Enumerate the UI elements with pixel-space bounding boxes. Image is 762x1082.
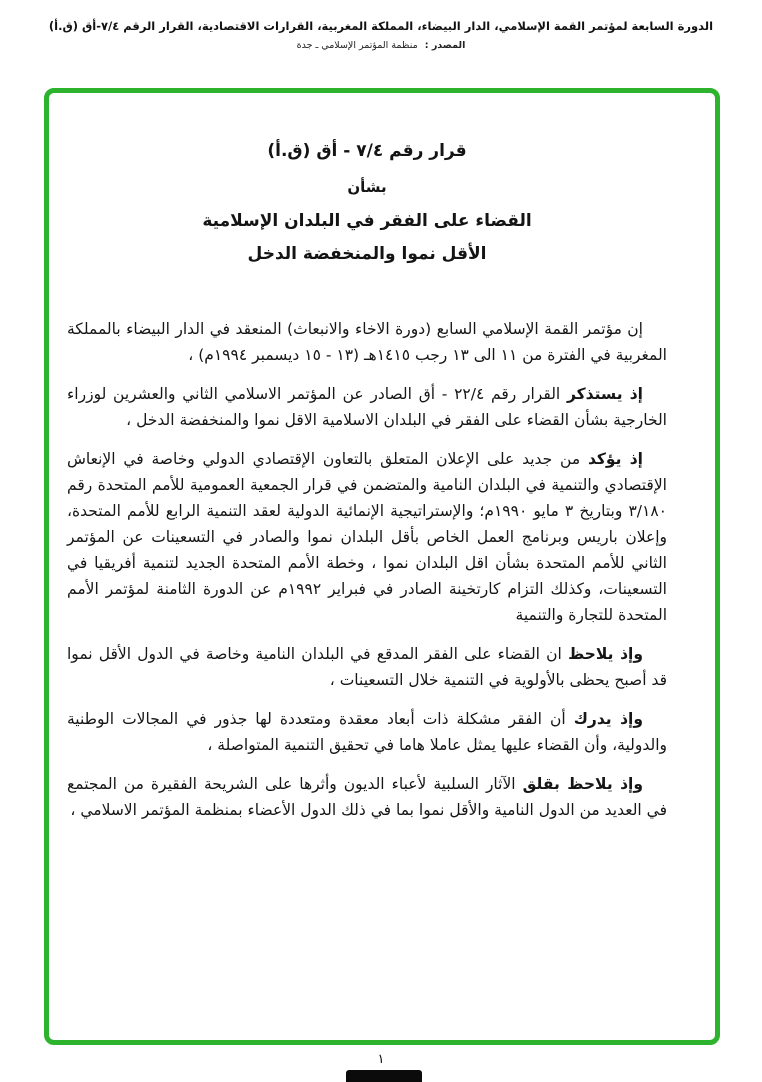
paragraph-noting-concern [67,771,667,823]
header-source [0,40,762,51]
paragraph-lead: وإذ يلاحظ [568,645,643,663]
page-number: ١ [377,1052,385,1067]
resolution-regarding-line: بشأن [347,178,387,196]
paragraph-text: القرار رقم ٢٢/٤ - أق الصادر عن المؤتمر الاسلامي الثاني والعشرين لوزراء الخارجية بشأن القضاء على الفقر في البلدان الاسلامية الاقل نموا والمنخفضة الدخل ، [67,385,667,429]
paragraph-lead: وإذ يدرك [573,710,644,728]
document-header [0,18,762,51]
resolution-subject-line-1: القضاء على الفقر في البلدان الإسلامية [202,211,532,231]
header-citation: الدورة السابعة لمؤتمر القمة الإسلامي، الدار البيضاء، المملكة المغربية، القرارات الاقتصادية، القرار الرقم ٧/٤-أق (ق.أ) [48,19,714,33]
paragraph-lead: إذ يؤكد [587,450,643,468]
scanned-page-content [49,93,715,1040]
paragraph-preamble [67,316,667,368]
paragraph-text: أن الفقر مشكلة ذات أبعاد معقدة ومتعددة لها جذور في المجالات الوطنية والدولية، وأن القضاء عليها يمثل عاملا هاما في تحقيق التنمية المتواصلة ، [67,710,667,754]
paragraph-text: ان القضاء على الفقر المدقع في البلدان النامية وخاصة في الدول الأقل نموا قد أصبح يحظى بالأولوية في التنمية خلال التسعينات ، [67,645,667,689]
resolution-body [67,316,667,823]
paragraph-recalling [67,381,667,433]
scanned-page-frame [44,88,720,1045]
resolution-number-line: قرار رقم ٧/٤ - أق (ق.أ) [267,141,467,161]
source-label: المصدر : [424,40,466,52]
paragraph-text: إن مؤتمر القمة الإسلامي السابع (دورة الاخاء والانبعاث) المنعقد في الدار البيضاء بالمملكة المغربية في الفترة من ١١ الى ١٣ رجب ١٤١٥هـ (١٣ - ١٥ ديسمبر ١٩٩٤م) ، [67,320,667,364]
paragraph-text: الآثار السلبية لأعباء الديون وأثرها على الشريحة الفقيرة من المجتمع في العديد من الدول النامية والأقل نموا بما في ذلك الدول الأعضاء بمنظمة المؤتمر الاسلامي ، [67,775,667,819]
scan-artifact-mark [346,1070,422,1082]
paragraph-lead: إذ يستذكر [566,385,643,403]
paragraph-lead: وإذ يلاحظ بقلق [522,775,643,793]
paragraph-aware [67,706,667,758]
paragraph-reaffirming [67,446,667,628]
paragraph-text: من جديد على الإعلان المتعلق بالتعاون الإقتصادي الدولي وخاصة في الإنعاش الإقتصادي والتنمية في البلدان النامية والمتضمن في قرار الجمعية العمومية للأمم المتحدة رقم ٣/١٨٠ وبتاريخ ٣ مايو ١٩٩٠م؛ والإستراتيجية الإنمائية الدولية لعقد التنمية الرابع للأمم المتحدة، وإعلان باريس وبرنامج العمل الخاص بأقل البلدان نموا والصادر في التسعينات عن المؤتمر الثاني للأمم المتحدة بشأن اقل البلدان نموا ، وخطة الأمم المتحدة الجديد لتنمية أفريقيا في التسعينات، وكذلك التزام كارتخينة الصادر في فبراير ١٩٩٢م عن الدورة الثامنة لمؤتمر الأمم المتحدة للتجارة والتنمية [67,450,668,624]
resolution-title-block [67,141,667,264]
source-value: منظمة المؤتمر الإسلامي ـ جدة [296,40,418,52]
resolution-subject-line-2: الأقل نموا والمنخفضة الدخل [247,244,487,264]
paragraph-noting [67,641,667,693]
